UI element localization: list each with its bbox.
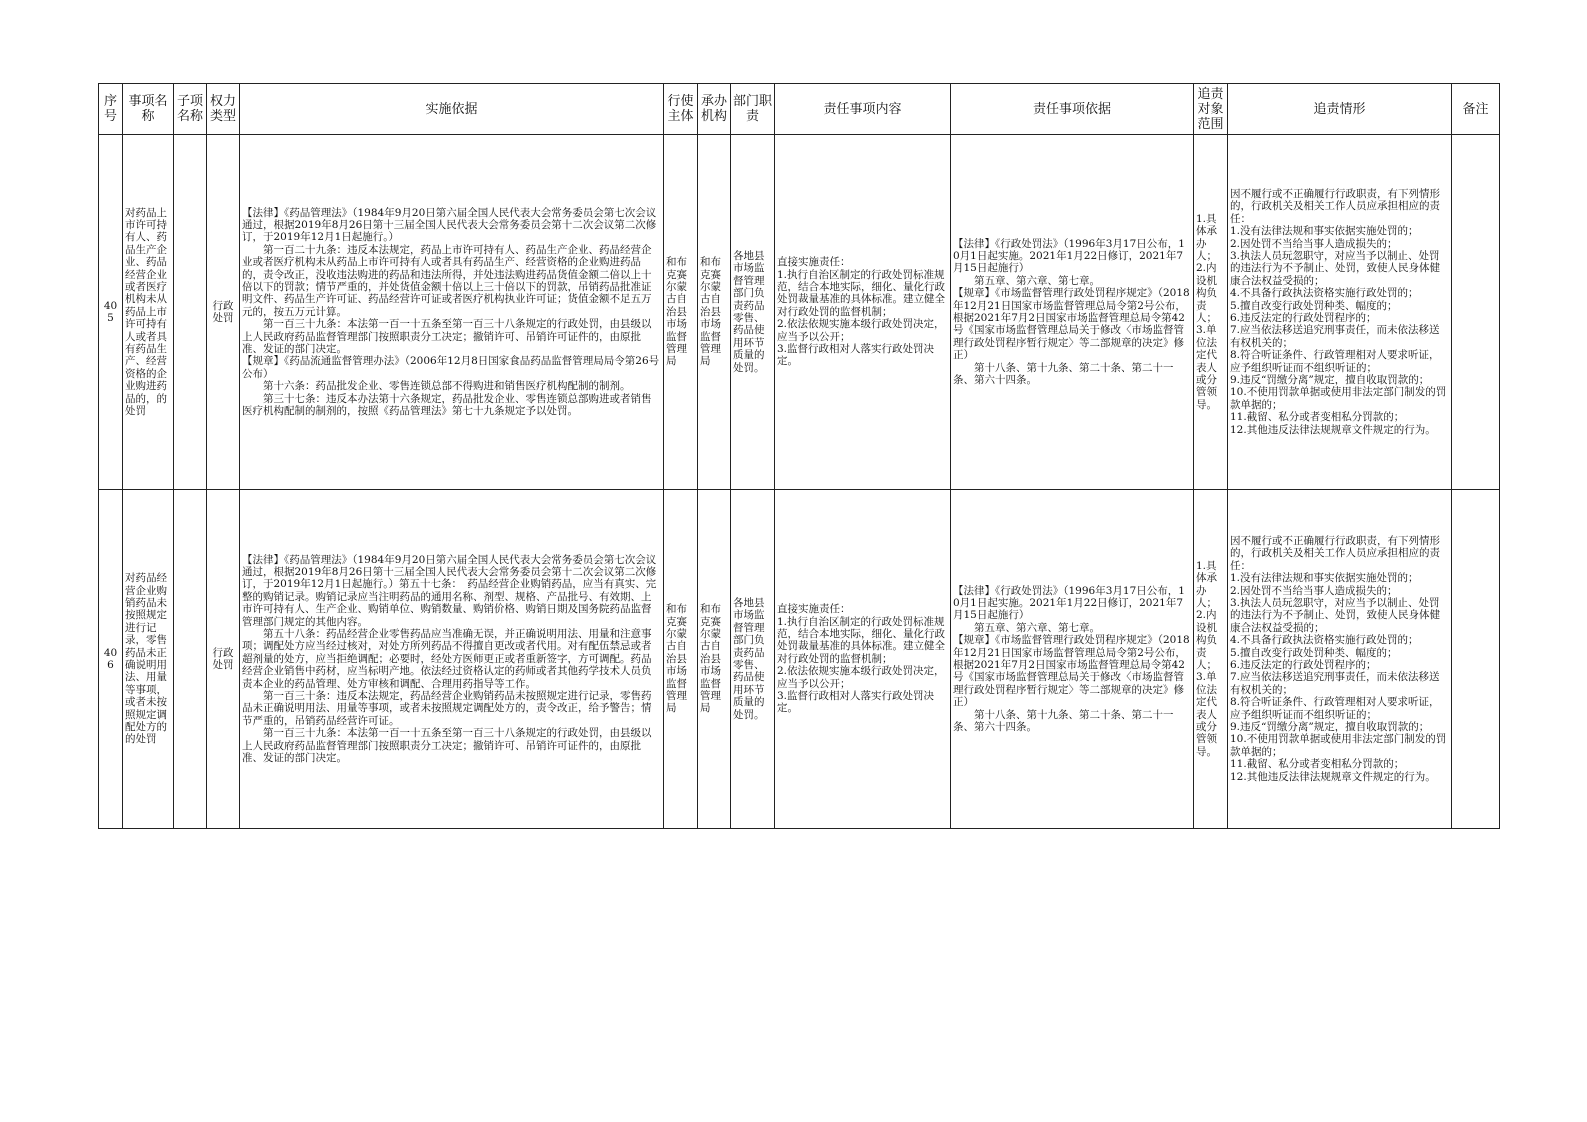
basis-paragraph: 第一百二十九条：违反本法规定，药品上市许可持有人、药品生产企业、药品经营企业或者医疗机构未从药品上市许可持有人或者具有药品生产、经营资格的企业购进药品的，责令改正，没收违法购进的药品和违法所得，并处违法购进药品货值金额二倍以上十倍以下的罚款；情节严重的，并处货值金额十倍以上三十倍以下的罚款，吊销药品批准证明文件、药品生产许可证、药品经营许可证或者医疗机构执业许可证；货值金额不足五万元的，按五万元计算。 bbox=[242, 243, 652, 318]
situation-line: 6.违反法定的行政处罚程序的； bbox=[1230, 312, 1377, 324]
resp-basis-line: 【法律】《行政处罚法》（1996年3月17日公布，10月1日起实施。2021年1月22日修订，2021年7月15日起施行） bbox=[953, 237, 1185, 275]
situation-line: 12.其他违反法律法规规章文件规定的行为。 bbox=[1230, 423, 1436, 436]
cell-agency: 和布克赛尔蒙古自治县市场监督管理局 bbox=[698, 135, 731, 490]
basis-paragraph: 第一百三十九条：本法第一百一十五条至第一百三十八条规定的行政处罚，由县级以上人民政府药品监督管理部门按照职责分工决定；撤销许可、吊销许可证件的，由原批准、发证的部门决定。 bbox=[242, 727, 652, 765]
cell-remark bbox=[1452, 135, 1500, 490]
cell-situation bbox=[1228, 135, 1452, 490]
header-situation: 追责情形 bbox=[1228, 84, 1452, 135]
cell-resp-basis bbox=[951, 135, 1194, 490]
cell-remark bbox=[1452, 490, 1500, 829]
resp-content-line: 直接实施责任： bbox=[777, 603, 851, 616]
header-row bbox=[99, 84, 1500, 135]
accountability-table bbox=[98, 83, 1500, 829]
situation-line: 10.不使用罚款单据或使用非法定部门制发的罚款单据的； bbox=[1230, 386, 1447, 411]
resp-content-line: 3.监督行政相对人落实行政处罚决定。 bbox=[777, 690, 935, 715]
header-agency: 承办机构 bbox=[698, 84, 731, 135]
situation-line: 1.没有法律法规和事实依据实施处罚的； bbox=[1230, 225, 1419, 238]
resp-content-line: 2.依法依规实施本级行政处罚决定，应当予以公开； bbox=[777, 318, 945, 343]
basis-paragraph: 第十六条：药品批发企业、零售连锁总部不得购进和销售医疗机构配制的制剂。 bbox=[263, 380, 631, 393]
basis-paragraph: 第三十七条：违反本办法第十六条规定，药品批发企业、零售连锁总部购进或者销售医疗机构配制的制剂的，按照《药品管理法》第七十九条规定予以处罚。 bbox=[242, 392, 652, 418]
situation-line: 8.符合听证条件、行政管理相对人要求听证，应予组织听证而不组织听证的； bbox=[1230, 349, 1440, 374]
basis-paragraph: 【法律】《药品管理法》（1984年9月20日第六届全国人民代表大会常务委员会第七次会议通过，根据2019年8月26日第十三届全国人民代表大会常务委员会第十二次会议第二次修订，于2019年12月1日起施行。） bbox=[242, 206, 657, 244]
cell-power-type: 行政处罚 bbox=[207, 490, 240, 829]
header-remark: 备注 bbox=[1452, 84, 1500, 135]
situation-line: 5.擅自改变行政处罚种类、幅度的； bbox=[1230, 299, 1398, 312]
basis-paragraph: 【法律】《药品管理法》（1984年9月20日第六届全国人民代表大会常务委员会第七次会议通过，根据2019年8月26日第十三届全国人民代表大会常务委员会第十二次会议第二次修订，于2019年12月1日起施行。）第五十七条： 药品经营企业购销药品，应当有真实、完整的购销记录。购销记录应当注明药品的通用名称、剂型、规格、产品批号、有效期、上市许可持有人、生产企业、购销单位、购销数量、购销价格、购销日期及国务院药品监督管理部门规定的其他内容。 bbox=[242, 553, 657, 628]
situation-line: 2.因处罚不当给当事人造成损失的； bbox=[1230, 237, 1398, 250]
resp-content-line: 2.依法依规实施本级行政处罚决定，应当予以公开； bbox=[777, 665, 945, 690]
situation-line: 因不履行或不正确履行行政职责，有下列情形的，行政机关及相关工作人员应承担相应的责任： bbox=[1230, 534, 1440, 572]
header-duty: 部门职责 bbox=[731, 84, 775, 135]
header-seq: 序号 bbox=[99, 84, 123, 135]
basis-paragraph: 第五十八条：药品经营企业零售药品应当准确无误，并正确说明用法、用量和注意事项；调配处方应当经过核对，对处方所列药品不得擅自更改或者代用。对有配伍禁忌或者超剂量的处方，应当拒绝调配；必要时，经处方医师更正或者重新签字，方可调配。药品经营企业销售中药材，应当标明产地。依法经过资格认定的药师或者其他药学技术人员负责本企业的药品管理、处方审核和调配、合理用药指导等工作。 bbox=[242, 627, 652, 690]
header-resp-content: 责任事项内容 bbox=[775, 84, 951, 135]
header-power-type: 权力类型 bbox=[207, 84, 240, 135]
cell-basis bbox=[240, 135, 664, 490]
situation-line: 9.违反“罚缴分离”规定，擅自收取罚款的； bbox=[1230, 374, 1430, 387]
cell-sub-name bbox=[174, 490, 207, 829]
header-sub-name: 子项名称 bbox=[174, 84, 207, 135]
situation-line: 12.其他违反法律法规规章文件规定的行为。 bbox=[1230, 770, 1436, 783]
situation-line: 1.没有法律法规和事实依据实施处罚的； bbox=[1230, 572, 1419, 585]
resp-basis-line: 第五章、第六章、第七章。 bbox=[974, 274, 1100, 287]
situation-line: 4.不具备行政执法资格实施行政处罚的； bbox=[1230, 634, 1419, 647]
situation-line: 8.符合听证条件、行政管理相对人要求听证，应予组织听证而不组织听证的； bbox=[1230, 696, 1440, 721]
cell-seq: 406 bbox=[99, 490, 123, 829]
situation-line: 7.应当依法移送追究刑事责任，而未依法移送有权机关的； bbox=[1230, 324, 1440, 349]
situation-line: 11.截留、私分或者变相私分罚款的； bbox=[1230, 758, 1405, 771]
cell-agency: 和布克赛尔蒙古自治县市场监督管理局 bbox=[698, 490, 731, 829]
cell-scope: 1.具体承办人；2.内设机构负责人；3.单位法定代表人或分管领导。 bbox=[1194, 135, 1228, 490]
situation-line: 4.不具备行政执法资格实施行政处罚的； bbox=[1230, 287, 1419, 300]
resp-basis-line: 【规章】《市场监督管理行政处罚程序规定》（2018年12月21日国家市场监督管理总局令第2号公布，根据2021年7月2日国家市场监督管理总局令第42号《国家市场监督管理总局关于修改〈市场监督管理行政处罚程序暂行规定〉等二部规章的决定》修正） bbox=[953, 287, 1190, 362]
cell-power-type: 行政处罚 bbox=[207, 135, 240, 490]
header-basis: 实施依据 bbox=[240, 84, 664, 135]
resp-basis-line: 第十八条、第十九条、第二十条、第二十一条、第六十四条。 bbox=[953, 361, 1174, 387]
situation-line: 11.截留、私分或者变相私分罚款的； bbox=[1230, 411, 1405, 424]
header-resp-basis: 责任事项依据 bbox=[951, 84, 1194, 135]
situation-line: 2.因处罚不当给当事人造成损失的； bbox=[1230, 584, 1398, 597]
cell-sub-name bbox=[174, 135, 207, 490]
cell-seq: 405 bbox=[99, 135, 123, 490]
header-subject: 行使主体 bbox=[664, 84, 698, 135]
cell-resp-content bbox=[775, 135, 951, 490]
resp-basis-line: 【规章】《市场监督管理行政处罚程序规定》（2018年12月21日国家市场监督管理总局令第2号公布，根据2021年7月2日国家市场监督管理总局令第42号《国家市场监督管理总局关于修改〈市场监督管理行政处罚程序暂行规定〉等二部规章的决定》修正） bbox=[953, 634, 1190, 709]
cell-subject: 和布克赛尔蒙古自治县市场监督管理局 bbox=[664, 490, 698, 829]
resp-basis-line: 【法律】《行政处罚法》（1996年3月17日公布，10月1日起实施。2021年1月22日修订，2021年7月15日起施行） bbox=[953, 584, 1185, 622]
cell-scope: 1.具体承办人；2.内设机构负责人；3.单位法定代表人或分管领导。 bbox=[1194, 490, 1228, 829]
cell-item-name: 对药品上市许可持有人、药品生产企业、药品经营企业或者医疗机构未从药品上市许可持有人或者具有药品生产、经营资格的企业购进药品的，的处罚 bbox=[123, 135, 174, 490]
cell-item-name: 对药品经营企业购销药品未按照规定进行记录，零售药品未正确说明用法、用量等事项，或者未按照规定调配处方的的处罚 bbox=[123, 490, 174, 829]
resp-content-line: 1.执行自治区制定的行政处罚标准规范，结合本地实际，细化、量化行政处罚裁量基准的具体标准。建立健全对行政处罚的监督机制； bbox=[777, 268, 945, 318]
situation-line: 10.不使用罚款单据或使用非法定部门制发的罚款单据的； bbox=[1230, 733, 1447, 758]
cell-subject: 和布克赛尔蒙古自治县市场监督管理局 bbox=[664, 135, 698, 490]
table-row bbox=[99, 135, 1500, 490]
resp-content-line: 直接实施责任： bbox=[777, 256, 851, 269]
header-item-name: 事项名称 bbox=[123, 84, 174, 135]
cell-resp-basis bbox=[951, 490, 1194, 829]
cell-resp-content bbox=[775, 490, 951, 829]
situation-line: 9.违反“罚缴分离”规定，擅自收取罚款的； bbox=[1230, 721, 1430, 734]
basis-paragraph: 第一百三十条：违反本法规定，药品经营企业购销药品未按照规定进行记录，零售药品未正确说明用法、用量等事项，或者未按照规定调配处方的，责令改正，给予警告；情节严重的，吊销药品经营许可证。 bbox=[242, 690, 652, 727]
table-row bbox=[99, 490, 1500, 829]
header-scope: 追责对象范围 bbox=[1194, 84, 1228, 135]
basis-paragraph: 【规章】《药品流通监督管理办法》（2006年12月8日国家食品药品监督管理局局令第26号公布） bbox=[242, 355, 660, 380]
resp-content-line: 1.执行自治区制定的行政处罚标准规范，结合本地实际，细化、量化行政处罚裁量基准的具体标准。建立健全对行政处罚的监督机制； bbox=[777, 615, 945, 665]
cell-basis bbox=[240, 490, 664, 829]
resp-basis-line: 第十八条、第十九条、第二十条、第二十一条、第六十四条。 bbox=[953, 708, 1174, 734]
cell-duty: 各地县市场监督管理部门负责药品零售、药品使用环节质量的处罚。 bbox=[731, 490, 775, 829]
situation-line: 因不履行或不正确履行行政职责，有下列情形的，行政机关及相关工作人员应承担相应的责任： bbox=[1230, 187, 1440, 225]
cell-duty: 各地县市场监督管理部门负责药品零售、药品使用环节质量的处罚。 bbox=[731, 135, 775, 490]
basis-paragraph: 第一百三十九条：本法第一百一十五条至第一百三十八条规定的行政处罚，由县级以上人民政府药品监督管理部门按照职责分工决定；撤销许可、吊销许可证件的，由原批准、发证的部门决定。 bbox=[242, 318, 652, 356]
resp-content-line: 3.监督行政相对人落实行政处罚决定。 bbox=[777, 343, 935, 368]
situation-line: 5.擅自改变行政处罚种类、幅度的； bbox=[1230, 646, 1398, 659]
situation-line: 3.执法人员玩忽职守，对应当予以制止、处罚的违法行为不予制止、处罚，致使人民身体健康合法权益受损的； bbox=[1230, 249, 1440, 287]
resp-basis-line: 第五章、第六章、第七章。 bbox=[974, 621, 1100, 634]
situation-line: 6.违反法定的行政处罚程序的； bbox=[1230, 659, 1377, 671]
situation-line: 3.执法人员玩忽职守，对应当予以制止、处罚的违法行为不予制止、处罚，致使人民身体健康合法权益受损的； bbox=[1230, 596, 1440, 634]
situation-line: 7.应当依法移送追究刑事责任，而未依法移送有权机关的； bbox=[1230, 671, 1440, 696]
cell-situation bbox=[1228, 490, 1452, 829]
